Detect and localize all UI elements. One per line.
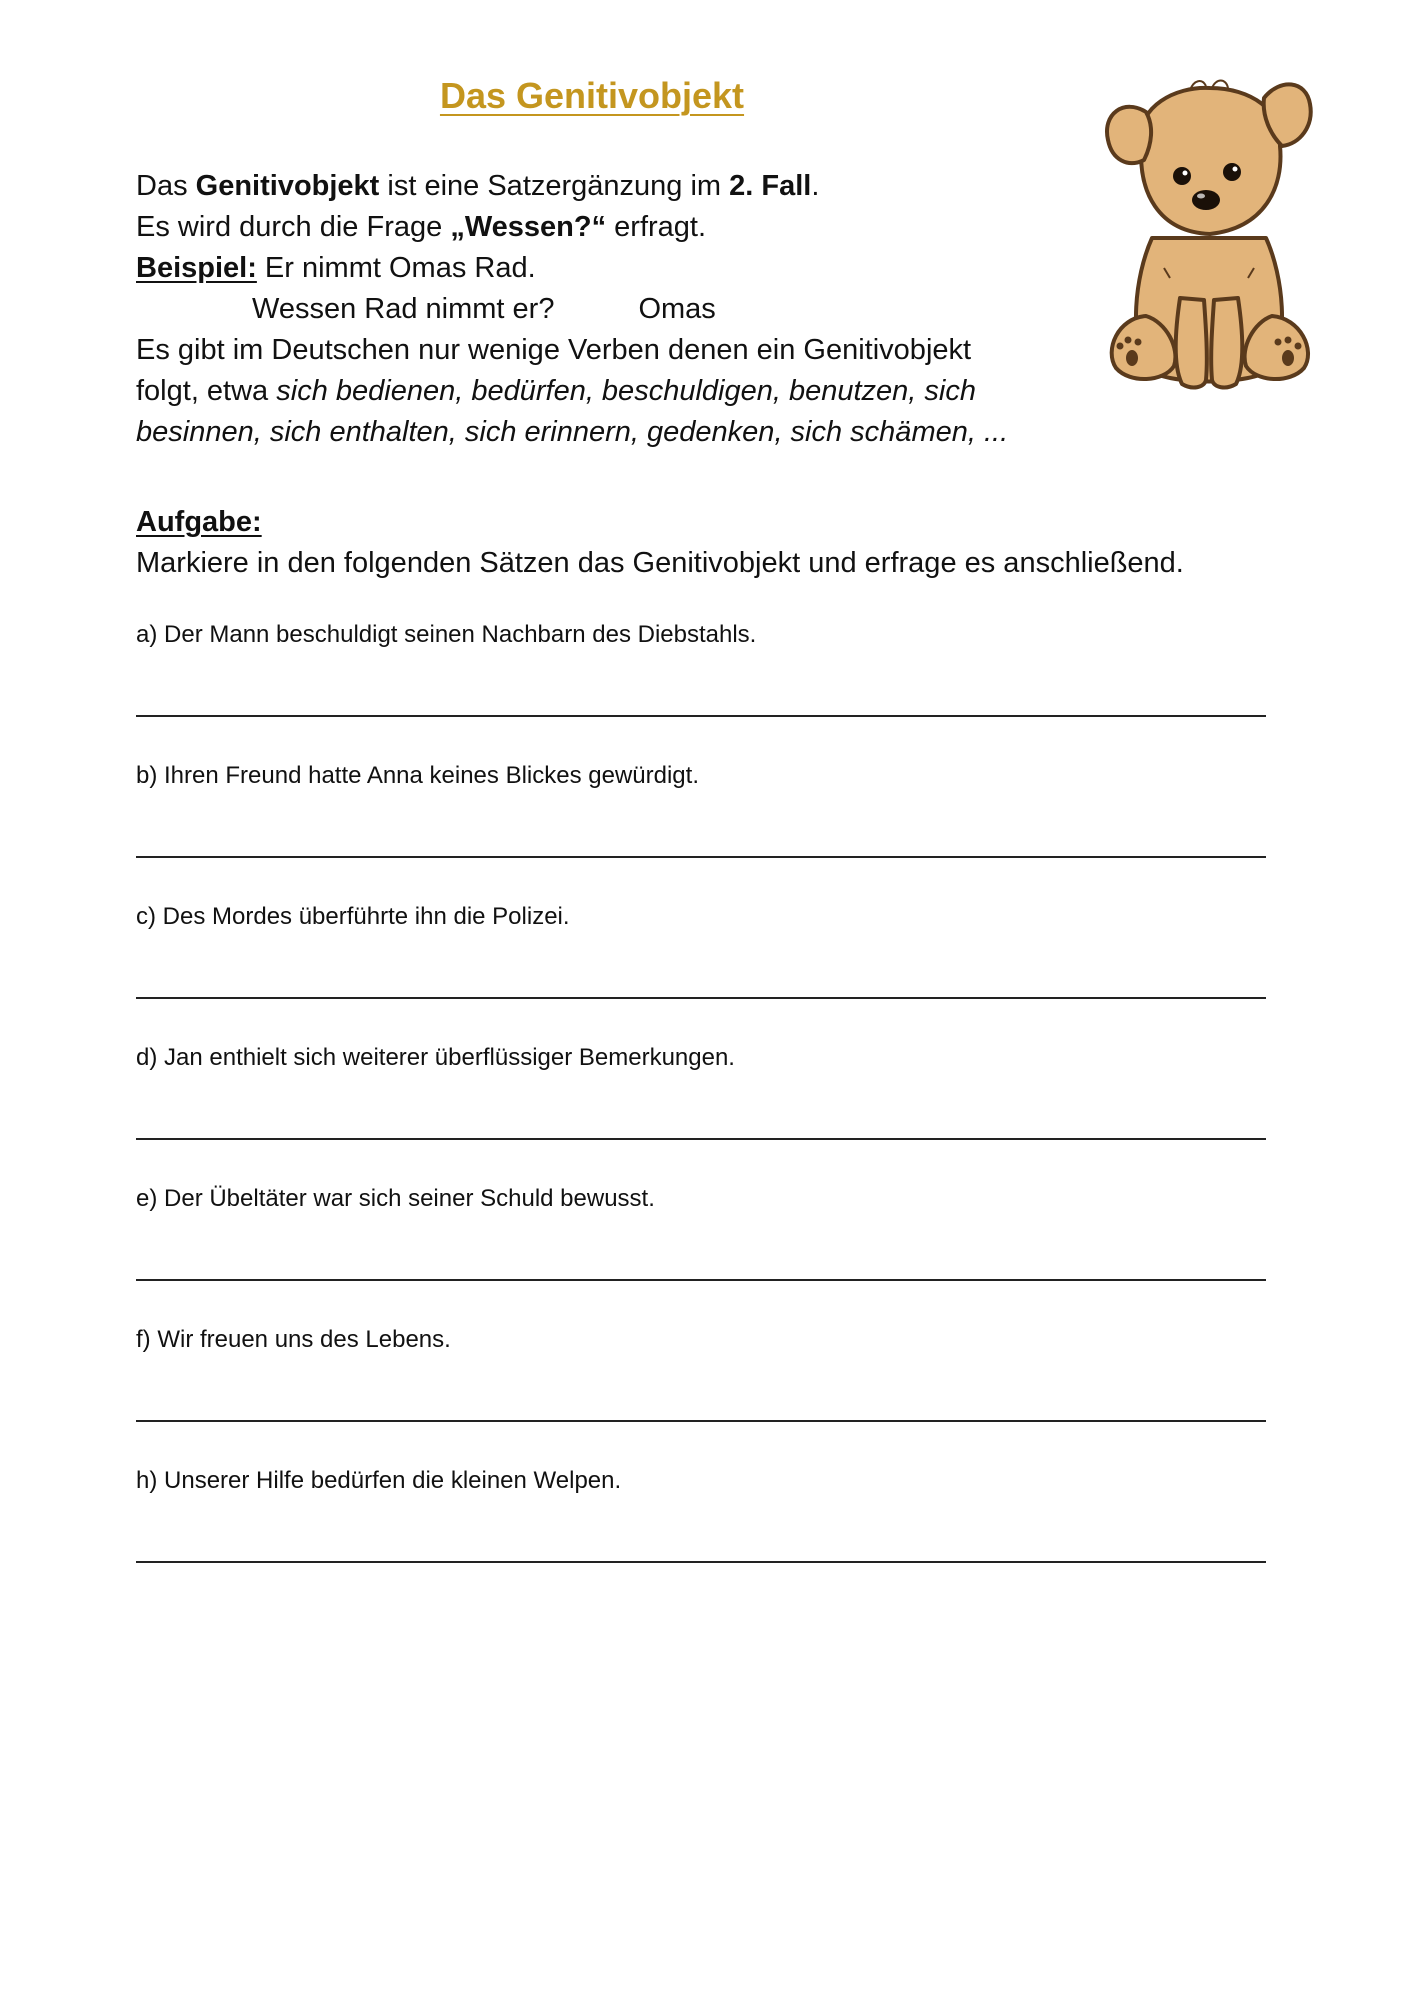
exercise-item — [136, 1464, 1266, 1605]
exercise-sentence: h) Unserer Hilfe bedürfen die kleinen Welpen. — [136, 1467, 622, 1494]
example-line — [136, 248, 1056, 289]
answer-line[interactable] — [136, 1561, 1266, 1563]
intro-line-6 — [136, 371, 1056, 412]
intro-text — [136, 166, 1056, 453]
example-sentence: Er nimmt Omas Rad. — [256, 252, 536, 284]
intro-text-segment: Das — [136, 170, 196, 202]
exercise-item — [136, 900, 1266, 1041]
verb-list: sich bedienen, bedürfen, beschuldigen, benutzen, sich — [276, 375, 976, 407]
intro-text-segment: ist eine Satzergänzung im — [379, 170, 730, 202]
task-instruction: Markiere in den folgenden Sätzen das Genitivobjekt und erfrage es anschließend. — [136, 547, 1184, 579]
answer-line[interactable] — [136, 1420, 1266, 1422]
page-title: Das Genitivobjekt — [439, 75, 745, 116]
verb-list-continued: besinnen, sich enthalten, sich erinnern, gedenken, sich schämen, ... — [136, 416, 1009, 448]
task-section — [136, 502, 1286, 584]
exercise-sentence: d) Jan enthielt sich weiterer überflüssiger Bemerkungen. — [136, 1044, 735, 1071]
example-answer: Omas — [638, 293, 716, 325]
intro-line-1 — [136, 166, 1056, 207]
answer-line[interactable] — [136, 856, 1266, 858]
term-case: 2. Fall — [729, 170, 812, 202]
exercise-sentence: e) Der Übeltäter war sich seiner Schuld bewusst. — [136, 1185, 655, 1212]
answer-line[interactable] — [136, 997, 1266, 999]
intro-text-segment: Es wird durch die Frage — [136, 211, 451, 243]
exercise-item — [136, 1182, 1266, 1323]
exercise-sentence: c) Des Mordes überführte ihn die Polizei. — [136, 903, 570, 930]
exercise-item — [136, 1041, 1266, 1182]
question-word: „Wessen?“ — [450, 211, 607, 243]
intro-line-7 — [136, 412, 1056, 453]
exercise-list — [136, 618, 1266, 1605]
answer-line[interactable] — [136, 715, 1266, 717]
answer-line[interactable] — [136, 1138, 1266, 1140]
intro-text-segment: folgt, etwa — [136, 375, 277, 407]
exercise-sentence: f) Wir freuen uns des Lebens. — [136, 1326, 451, 1353]
exercise-item — [136, 759, 1266, 900]
intro-text-segment: . — [811, 170, 820, 202]
puppy-icon — [1094, 68, 1324, 398]
example-label: Beispiel: — [136, 252, 257, 284]
intro-line-2 — [136, 207, 1056, 248]
answer-line[interactable] — [136, 1279, 1266, 1281]
exercise-sentence: a) Der Mann beschuldigt seinen Nachbarn des Diebstahls. — [136, 621, 757, 648]
task-heading: Aufgabe: — [136, 506, 262, 538]
term-genitivobjekt: Genitivobjekt — [195, 170, 380, 202]
example-question-line — [136, 289, 1056, 330]
intro-text-segment: erfragt. — [606, 211, 707, 243]
exercise-sentence: b) Ihren Freund hatte Anna keines Blickes gewürdigt. — [136, 762, 699, 789]
intro-line-5: Es gibt im Deutschen nur wenige Verben denen ein Genitivobjekt — [136, 334, 972, 366]
puppy-illustration — [1094, 68, 1324, 398]
example-question: Wessen Rad nimmt er? — [252, 293, 555, 325]
exercise-item — [136, 1323, 1266, 1464]
exercise-item — [136, 618, 1266, 759]
